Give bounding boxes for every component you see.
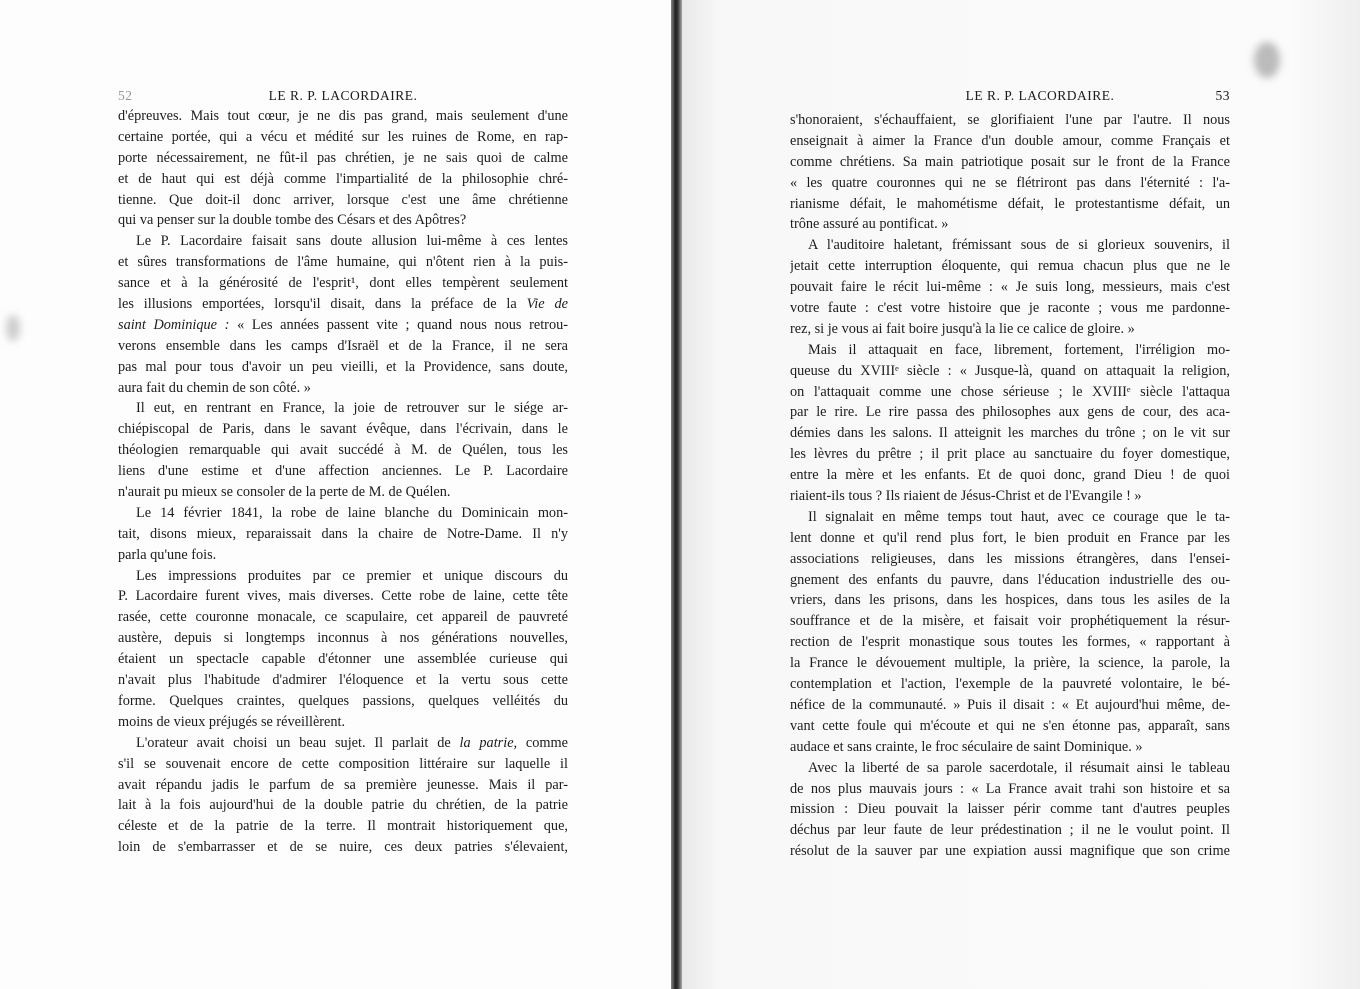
text-line (790, 465, 1230, 486)
text-line (790, 507, 1230, 528)
text-segment: gnement des enfants du pauvre, dans l'éducation industrielle des ou- (790, 571, 1230, 588)
text-line (118, 733, 568, 754)
text-segment: votre faute : c'est votre histoire que je raconte ; vous me pardonne- (790, 300, 1230, 317)
text-line (118, 148, 568, 169)
text-line (118, 273, 568, 294)
text-segment: n'aurait pu mieux se consoler de la perte de M. de Quélen. (118, 484, 451, 501)
text-line (790, 110, 1230, 131)
text-line (118, 169, 568, 190)
text-line (790, 632, 1230, 653)
text-line (118, 127, 568, 148)
text-line (790, 131, 1230, 152)
text-segment: audace et sans crainte, le froc séculaire de saint Dominique. » (790, 738, 1143, 755)
text-line (790, 152, 1230, 173)
text-line (118, 461, 568, 482)
text-line (790, 820, 1230, 841)
text-segment: rasée, cette couronne monacale, ce scapulaire, cet appareil de pauvreté (118, 609, 568, 626)
text-segment: rianisme défait, le mahométisme défait, le protestantisme défait, un (790, 195, 1230, 212)
text-line (118, 566, 568, 587)
text-segment: chiépiscopal de Paris, dans le savant évêque, dans l'écrivain, dans le (118, 421, 568, 438)
text-line (790, 779, 1230, 800)
text-segment: associations religieuses, dans les missions étrangères, dans l'ensei- (790, 550, 1230, 567)
text-segment: certaine portée, qui a vécu et médité sur les ruines de Rome, en rap- (118, 128, 568, 145)
text-line (118, 649, 568, 670)
left-page (0, 0, 672, 989)
text-line (118, 712, 568, 733)
text-line (118, 190, 568, 211)
text-segment: déchus par leur faute de leur prédestination ; il ne le voulut point. Il (790, 822, 1230, 839)
text-segment: L'orateur avait choisi un beau sujet. Il parlait de (136, 734, 460, 751)
italic-text: Vie de (526, 296, 568, 313)
text-segment: Le 14 février 1841, la robe de laine blanche du Dominicain mon- (136, 504, 568, 521)
text-segment: « Les années passent vite ; quand nous nous retrou- (229, 316, 568, 333)
text-segment: loin de s'embarrasser et de se nuire, ces deux patries s'élevaient, (118, 839, 568, 856)
italic-text: saint Dominique : (118, 316, 230, 333)
text-line (118, 231, 568, 252)
text-line (790, 590, 1230, 611)
text-segment: tait, disons mieux, reparaissait dans la chaire de Notre-Dame. Il n'y (118, 525, 568, 542)
text-line (790, 841, 1230, 862)
text-segment: lait à la fois aujourd'hui de la double patrie du chrétien, de la patrie (118, 797, 568, 814)
text-line (118, 398, 568, 419)
text-line (118, 670, 568, 691)
text-segment: rection de l'esprit monastique sous toutes les formes, « rapportant à (790, 634, 1230, 651)
text-line (790, 653, 1230, 674)
running-title: LE R. P. LACORDAIRE. (268, 88, 418, 103)
text-segment: lent donne et qu'il rend plus fort, le bien produit en France par les (790, 529, 1230, 546)
text-segment: souffrance et de la misère, et faisait voir prophétiquement la résur- (790, 613, 1230, 630)
text-segment: liens d'une estime et d'une affection anciennes. Le P. Lacordaire (118, 463, 568, 480)
text-segment: rez, si je vous ai fait boire jusqu'à la lie ce calice de gloire. » (790, 320, 1135, 337)
text-line (790, 340, 1230, 361)
text-segment: forme. Quelques craintes, quelques passions, quelques velléités du (118, 692, 568, 709)
text-line (118, 357, 568, 378)
right-page (682, 0, 1360, 989)
text-line (790, 549, 1230, 570)
text-segment: la France le dévouement multiple, la prière, la science, la parole, la (790, 655, 1230, 672)
text-line (790, 256, 1230, 277)
text-line (118, 816, 568, 837)
text-line (790, 402, 1230, 423)
text-line (118, 252, 568, 273)
text-segment: s'il se souvenait encore de cette composition littéraire sur laquelle il (118, 755, 568, 772)
text-line (790, 319, 1230, 340)
text-segment: verons ensemble dans les camps d'Israël et de la France, il ne sera (118, 337, 568, 354)
text-segment: parla qu'une fois. (118, 546, 217, 563)
text-line (790, 570, 1230, 591)
text-line (118, 440, 568, 461)
text-segment: trône assuré au pontificat. » (790, 216, 949, 233)
text-segment: P. Lacordaire furent vives, mais diverses. Cette robe de laine, cette tête (118, 588, 568, 605)
text-segment: porte nécessairement, ne fût-il pas chrétien, je ne sais quoi de calme (118, 149, 568, 166)
text-segment: démies dans les salons. Il atteignit les marches du trône ; on le vit sur (790, 425, 1230, 442)
text-segment: Il eut, en rentrant en France, la joie de retrouver sur le siége ar- (136, 400, 568, 417)
text-segment: pas mal pour tous d'avoir un peu vieilli, et la Providence, sans doute, (118, 358, 568, 375)
text-line (118, 336, 568, 357)
text-line (118, 315, 568, 336)
text-line (790, 361, 1230, 382)
text-line (118, 586, 568, 607)
text-line (118, 775, 568, 796)
text-segment: avait répandu jadis le parfum de sa première jeunesse. Mais il par- (118, 776, 568, 793)
text-segment: Avec la liberté de sa parole sacerdotale, il résumait ainsi le tableau (808, 759, 1230, 776)
text-line (790, 173, 1230, 194)
text-segment: moins de vieux préjugés se réveillèrent. (118, 713, 346, 730)
text-segment: mission : Dieu pouvait la laisser périr comme tant d'autres peuples (790, 801, 1230, 818)
text-segment: comme (517, 734, 568, 751)
text-segment: qui va penser sur la double tombe des Césars et des Apôtres? (118, 212, 467, 229)
text-line (118, 545, 568, 566)
text-line (790, 194, 1230, 215)
text-segment: n'avait plus l'habitude d'admirer l'éloquence et la vertu sous cette (118, 672, 568, 689)
text-segment: les illusions emportées, lorsqu'il disait, dans la préface de la (118, 296, 527, 313)
text-segment: sance et à la générosité de l'esprit¹, dont elles tempèrent seulement (118, 275, 568, 292)
text-line (790, 382, 1230, 403)
text-segment: céleste et de la patrie de la terre. Il montrait historiquement que, (118, 818, 568, 835)
text-segment: aura fait du chemin de son côté. » (118, 379, 311, 396)
right-page-text (790, 110, 1230, 862)
text-segment: tienne. Que doit-il donc arriver, lorsque c'est une âme chrétienne (118, 191, 568, 208)
text-line (790, 277, 1230, 298)
book-gutter (671, 0, 682, 989)
text-line (118, 837, 568, 858)
text-segment: « les quatre couronnes qui ne se flétriront pas dans l'éternité : l'a- (790, 174, 1230, 191)
text-segment: et sûres transformations de l'âme humaine, qui n'ôtent rien à la puis- (118, 254, 568, 271)
page-number: 53 (1215, 88, 1230, 103)
text-line (118, 754, 568, 775)
text-line (790, 298, 1230, 319)
text-segment: théologien remarquable qui avait succédé à M. de Quélen, tous les (118, 442, 568, 459)
text-line (118, 503, 568, 524)
text-segment: vriers, dans les prisons, dans les hospices, dans tous les asiles de la (790, 592, 1230, 609)
text-segment: queuse du XVIIIᵉ siècle : « Jusque-là, quand on attaquait la religion, (790, 362, 1230, 379)
text-line (118, 210, 568, 231)
text-line (118, 795, 568, 816)
text-line (118, 378, 568, 399)
text-segment: néfice de la communauté. » Puis il disait : « Et aujourd'hui même, de- (790, 696, 1230, 713)
text-segment: A l'auditoire haletant, frémissant sous de si glorieux souvenirs, il (808, 237, 1230, 254)
text-line (790, 528, 1230, 549)
text-line (790, 235, 1230, 256)
page-number: 52 (118, 88, 133, 103)
text-segment: austère, depuis si longtemps inconnus à nos générations nouvelles, (118, 630, 568, 647)
text-line (118, 628, 568, 649)
text-line (118, 524, 568, 545)
text-segment: et de haut qui est déjà comme l'impartialité de la philosophie chré- (118, 170, 568, 187)
text-line (118, 294, 568, 315)
text-segment: jetait cette interruption éloquente, qui remua chacun plus que ne le (790, 258, 1230, 275)
text-line (118, 482, 568, 503)
text-line (790, 799, 1230, 820)
text-segment: enseignait à aimer la France d'un double amour, comme Français et (790, 132, 1230, 149)
text-segment: Il signalait en même temps tout haut, avec ce courage que le ta- (808, 508, 1230, 525)
text-segment: Les impressions produites par ce premier et unique discours du (136, 567, 568, 584)
text-segment: comme chrétiens. Sa main patriotique posait sur le front de la France (790, 153, 1230, 170)
text-line (118, 607, 568, 628)
text-line (790, 674, 1230, 695)
text-segment: d'épreuves. Mais tout cœur, je ne dis pas grand, mais seulement d'une (118, 108, 568, 124)
text-line (118, 419, 568, 440)
text-segment: riaient-ils tous ? Ils riaient de Jésus-Christ et de l'Evangile ! » (790, 488, 1142, 505)
text-segment: Mais il attaquait en face, librement, fortement, l'irréligion mo- (808, 341, 1230, 358)
scan-blemish (6, 315, 20, 341)
text-segment: les lèvres du prêtre ; il prit place au sanctuaire du foyer domestique, (790, 446, 1230, 463)
text-line (790, 486, 1230, 507)
text-segment: s'honoraient, s'échauffaient, se glorifiaient l'une par l'autre. Il nous (790, 112, 1230, 128)
text-segment: vant cette foule qui m'écoute et qui ne s'en étonne pas, apparaît, sans (790, 717, 1230, 734)
text-line (790, 695, 1230, 716)
text-segment: par le rire. Le rire passa des philosophes aux gens de cour, des aca- (790, 404, 1230, 421)
text-segment: pouvait faire le récit lui-même : « Je suis long, messieurs, mais c'est (790, 279, 1230, 296)
text-line (790, 611, 1230, 632)
text-segment: Le P. Lacordaire faisait sans doute allusion lui-même à ces lentes (136, 233, 568, 250)
running-title: LE R. P. LACORDAIRE. (965, 88, 1115, 103)
italic-text: la patrie, (459, 734, 518, 751)
text-line (118, 106, 568, 127)
text-line (790, 737, 1230, 758)
text-line (790, 214, 1230, 235)
scan-blemish (1254, 42, 1280, 78)
text-segment: entre la mère et les enfants. Et de quoi donc, grand Dieu ! de quoi (790, 467, 1230, 484)
text-segment: résolut de la sauver par une expiation aussi magnifique que son crime (790, 843, 1230, 860)
text-line (790, 423, 1230, 444)
text-segment: on l'attaquait comme une chose sérieuse ; le XVIIIᵉ siècle l'attaqua (790, 383, 1230, 400)
text-segment: de nos plus mauvais jours : « La France avait trahi son histoire et sa (790, 780, 1230, 797)
text-segment: contemplation et l'action, l'exemple de la pauvreté volontaire, le bé- (790, 676, 1230, 693)
text-line (790, 444, 1230, 465)
text-line (118, 691, 568, 712)
text-line (790, 716, 1230, 737)
left-page-text (118, 106, 568, 858)
text-segment: étaient un spectacle capable d'étonner une assemblée curieuse qui (118, 651, 568, 668)
text-line (790, 758, 1230, 779)
